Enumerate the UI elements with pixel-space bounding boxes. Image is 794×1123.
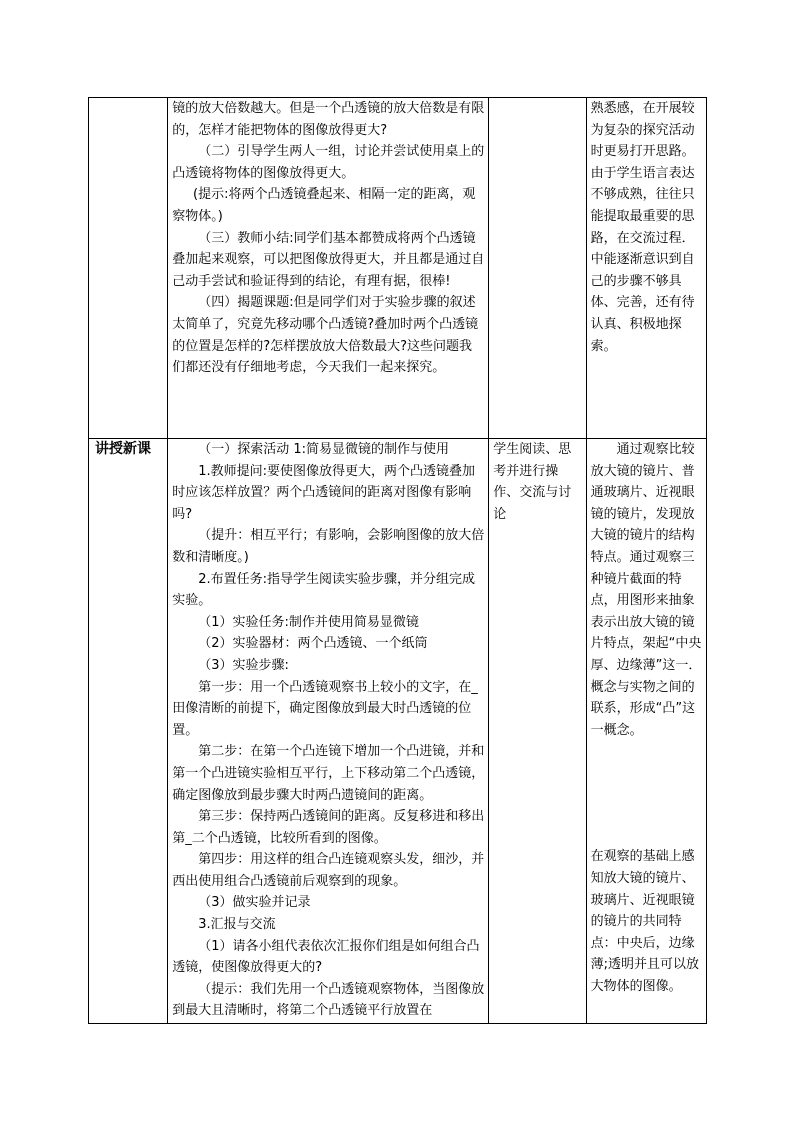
design-intent-cell (586, 439, 706, 1024)
paragraph: （1）请各小组代表依次汇报你们组是如何组合凸透镜，使图像放得更大的? (172, 938, 480, 976)
paragraph: 1.教师提问:要使图像放得更大，两个凸透镜叠加时应该怎样放置？两个凸透镜间的距离对图像有影响吗? (172, 463, 476, 522)
design-intent-text: 在观察的基础上感知放大镜的镜片、玻璃片、近视眼镜的镜片的共同特点：中央后，边缘薄;透明并且可以放大物体的图像。 (590, 849, 699, 994)
paragraph: 第三步：保持两凸透镜间的距离。反复移进和移出第_二个凸透镜，比较所看到的图像。 (172, 809, 485, 846)
teacher-activity-cell (168, 98, 489, 439)
student-activity-text: 学生阅读、思考并进行操作、交流与讨论 (493, 442, 572, 522)
design-intent-cell (586, 98, 706, 439)
design-intent-text: 熟悉感，在开展较为复杂的探究活动时更易打开思路。由于学生语言表达不够成熟，往往只能提取最重要的思路，在交流过程．中能逐渐意识到自己的步骤不够具体、完善，还有待认真、积极地探索。 (590, 101, 695, 354)
paragraph: （3）实验步骤: (198, 657, 289, 673)
paragraph: 镜的放大倍数越大。但是一个凸透镜的放大倍数是有限的，怎样才能把物体的图像放得更大? (172, 101, 485, 138)
paragraph: （3）做实验并记录 (198, 895, 311, 911)
paragraph: 第四步：用这样的组合凸连镜观察头发，细沙，并西出使用组合凸透镜前后观察到的现象。 (172, 852, 485, 889)
paragraph: 第二步：在第一个凸连镜下增加一个凸进镜，并和第一个凸进镜实验相互平行，上下移动第二个凸透镜，确定图像放到最步骤大时两凸遗镜间的距离。 (172, 744, 485, 803)
design-intent-text: 通过观察比较放大镜的镜片、普通玻璃片、近视眼镜的镜片，发现放大镜的镜片的结构特点。通过观察三种镜片截面的特点，用图形来抽象表示出放大镜的镜片特点，架起“中央厚、边缘薄”这一．概念与实物之间的联系，形成“凸”这一概念。 (590, 442, 702, 738)
paragraph: （提示：我们先用一个凸透镜观察物体，当图像放到最大且清晰时，将第二个凸透镜平行放置在 (172, 981, 485, 1019)
row-heading-cell (89, 439, 168, 1024)
paragraph: 第一步：用一个凸透镜观察书上较小的文字，在_田像清断的前提下，确定图像放到最大时凸透镜的位置。 (172, 679, 478, 738)
table-row-intro (89, 98, 707, 439)
paragraph: （1）实验任务:制作并使用简易显微镜 (198, 614, 419, 630)
lesson-plan-table (88, 97, 707, 1024)
student-activity-cell (489, 98, 586, 439)
paragraph: （二）引导学生两人一组，讨论并尝试使用桌上的凸透镜将物体的图像放得更大。 (172, 144, 485, 181)
row-heading: 讲授新课 (95, 441, 151, 457)
table-row-new-lesson (89, 439, 707, 1024)
paragraph: （提升：相互平行；有影响，会影响图像的放大倍数和清晰度。) (172, 528, 485, 565)
paragraph: （2）实验器材：两个凸透镜、一个纸筒 (198, 636, 428, 652)
paragraph: (提示:将两个凸透镜叠起来、相隔一定的距离，观察物体。) (172, 187, 476, 224)
paragraph: （四）揭题课题:但是同学们对于实验步骤的叙述太简单了，究竟先移动哪个凸透镜?叠加时两个凸透镜的位置是怎样的?怎样摆放放大倍数最大?这些问题我们都还没有仔细地考虑，今天我们一起来探究。 (172, 295, 479, 376)
student-activity-cell (489, 439, 586, 1024)
teacher-activity-cell (168, 439, 489, 1024)
paragraph: （一）探索活动 1:简易显微镜的制作与使用 (198, 442, 450, 457)
row-heading-cell (89, 98, 168, 439)
paragraph: （三）教师小结:同学们基本都赞成将两个凸透镜叠加起来观察，可以把图像放得更大，并且都是通过自己动手尝试和验证得到的结论，有理有据，很棒! (172, 230, 485, 289)
paragraph: 2.布置任务:指导学生阅读实验步骤，并分组完成实验。 (172, 571, 476, 609)
paragraph: 3.汇报与交流 (198, 917, 276, 933)
